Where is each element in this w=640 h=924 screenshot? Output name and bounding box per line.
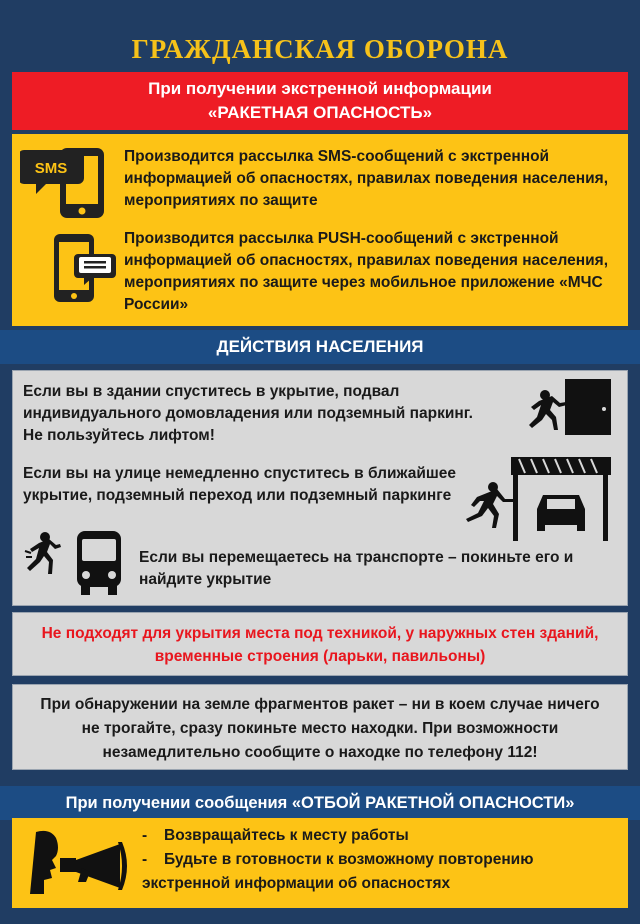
sms-icon-label: SMS [34,160,68,177]
all-clear-item2: Будьте в готовности к возможному повторению [164,851,534,868]
all-clear-item2-cont: экстренной информации об опасностях [142,875,451,892]
all-clear-item1: Возвращайтесь к месту работы [164,827,409,844]
page-title: ГРАЖДАНСКАЯ ОБОРОНА [131,34,509,64]
fragments-line1: При обнаружении на земле фрагментов ракет – ни в коем случае ничего [40,696,600,713]
shelter-warning-line1: Не подходят для укрытия места под техникой, у наружных стен зданий, [41,625,599,642]
sms-alert-text: Производится рассылка SMS-сообщений с экстренной информацией об опасностях, правилах поведения населения, мероприятиях по защите [124,148,609,209]
run-to-shelter-icon [457,455,613,543]
alert-banner-line2: «РАКЕТНАЯ ОПАСНОСТЬ» [207,103,433,122]
all-clear-panel [12,818,628,908]
megaphone-person-icon [30,828,134,898]
list-item [142,848,612,872]
list-dash: - [142,827,148,844]
all-clear-header: При получении сообщения «ОТБОЙ РАКЕТНОЙ ОПАСНОСТИ» [0,786,640,820]
list-dash: - [142,851,148,868]
alert-banner [12,72,628,130]
push-alert-text: Производится рассылка PUSH-сообщений с экстренной информацией об опасностях, правилах поведения населения, мероприятиях по защите через мобильное приложение «МЧС России» [124,230,609,313]
actions-panel [12,370,628,606]
action-building-text: Если вы в здании спуститесь в укрытие, подвал индивидуального домовладения или подземный паркинг. Не пользуйтесь лифтом! [23,383,473,444]
bus-icon [73,529,125,597]
shelter-warning-line2: временные строения (ларьки, павильоны) [154,648,486,665]
run-to-door-icon [519,377,615,437]
evacuate-person-icon [23,531,61,579]
action-transport-text: Если вы перемещаетесь на транспорте – покиньте его и найдите укрытие [139,549,574,588]
push-phone-icon [52,234,118,304]
fragments-line2: не трогайте, сразу покиньте место находки. При возможности [81,720,559,737]
fragments-line3: незамедлительно сообщите о находке по телефону 112! [102,744,538,761]
alert-banner-line1: При получении экстренной информации [148,79,492,98]
sms-phone-icon [20,144,112,220]
actions-header: ДЕЙСТВИЯ НАСЕЛЕНИЯ [0,330,640,364]
all-clear-list [142,824,612,896]
alerts-panel [12,134,628,326]
list-item [142,824,612,848]
fragments-notice [12,684,628,770]
action-street-text: Если вы на улице немедленно спуститесь в ближайшее укрытие, подземный переход или подземный паркинге [23,465,457,504]
shelter-warning [12,612,628,676]
